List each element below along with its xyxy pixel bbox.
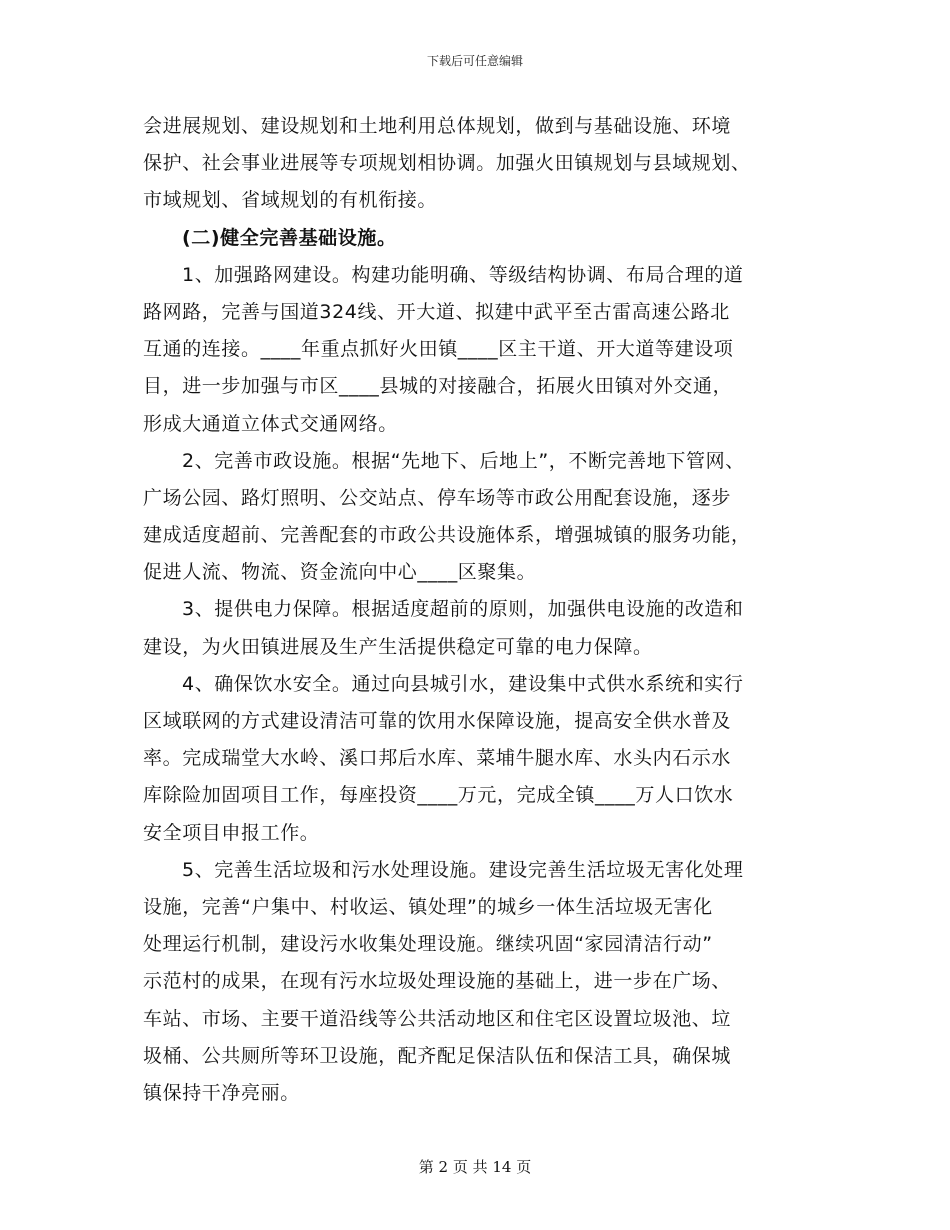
text-line: 目，进一步加强与市区____县城的对接融合，拓展火田镇对外交通， xyxy=(143,375,733,398)
text-line: 库除险加固项目工作，每座投资____万元，完成全镇____万人口饮水 xyxy=(143,784,734,807)
text-line: 建设，为火田镇进展及生产生活提供稳定可靠的电力保障。 xyxy=(143,635,653,658)
text-line: 市域规划、省域规划的有机衔接。 xyxy=(143,189,438,212)
text-line: 3、提供电力保障。根据适度超前的原则，加强供电设施的改造和 xyxy=(182,598,744,621)
text-line: 形成大通道立体式交通网络。 xyxy=(143,412,398,435)
text-line: 2、完善市政设施。根据“先地下、后地上”，不断完善地下管网、 xyxy=(182,449,745,472)
text-line: 示范村的成果，在现有污水垃圾处理设施的基础上，进一步在广场、 xyxy=(143,970,732,993)
page-number: 第 2 页 共 14 页 xyxy=(418,1158,532,1176)
text-line: 会进展规划、建设规划和土地利用总体规划，做到与基础设施、环境 xyxy=(143,115,732,137)
paragraph-item-4 xyxy=(143,666,823,852)
text-line: 促进人流、物流、资金流向中心____区聚集。 xyxy=(143,561,537,584)
paragraph-item-2 xyxy=(143,443,823,592)
text-line: 区域联网的方式建设清洁可靠的饮用水保障设施，提高安全供水普及 xyxy=(143,710,732,732)
text-line: 广场公园、路灯照明、公交站点、停车场等市政公用配套设施，逐步 xyxy=(143,486,732,509)
text-line: 镇保持干净亮丽。 xyxy=(143,1081,300,1104)
paragraph-item-5 xyxy=(143,852,823,1112)
document-body xyxy=(143,108,823,1112)
text-line: 5、完善生活垃圾和污水处理设施。建设完善生活垃圾无害化处理 xyxy=(182,858,744,881)
paragraph-item-1 xyxy=(143,257,823,443)
text-line: 车站、市场、主要干道沿线等公共活动地区和住宅区设置垃圾池、垃 xyxy=(143,1007,732,1030)
text-line: 处理运行机制，建设污水收集处理设施。继续巩固“家园清洁行动” xyxy=(143,933,713,956)
text-line: 建成适度超前、完善配套的市政公共设施体系，增强城镇的服务功能， xyxy=(143,524,751,547)
text-line: 安全项目申报工作。 xyxy=(143,821,320,844)
text-line: 1、加强路网建设。构建功能明确、等级结构协调、布局合理的道 xyxy=(182,263,744,286)
text-line: 互通的连接。____年重点抓好火田镇____区主干道、开大道等建设项 xyxy=(143,338,734,361)
page-header: 下载后可任意编辑 xyxy=(426,54,523,68)
section-heading-text: (二)健全完善基础设施。 xyxy=(182,226,397,249)
text-line: 4、确保饮水安全。通过向县城引水，建设集中式供水系统和实行 xyxy=(182,672,744,695)
paragraph-item-3 xyxy=(143,591,823,665)
text-line: 率。完成瑞堂大水岭、溪口邦后水库、菜埔牛腿水库、水头内石示水 xyxy=(143,747,732,770)
text-line: 路网路，完善与国道324线、开大道、拟建中武平至古雷高速公路北 xyxy=(143,300,730,323)
section-heading xyxy=(143,220,823,257)
text-line: 保护、社会事业进展等专项规划相协调。加强火田镇规划与县域规划、 xyxy=(143,152,751,175)
text-line: 圾桶、公共厕所等环卫设施，配齐配足保洁队伍和保洁工具，确保城 xyxy=(143,1044,732,1067)
paragraph-continuation xyxy=(143,108,823,220)
text-line: 设施，完善“户集中、村收运、镇处理”的城乡一体生活垃圾无害化 xyxy=(143,895,713,918)
